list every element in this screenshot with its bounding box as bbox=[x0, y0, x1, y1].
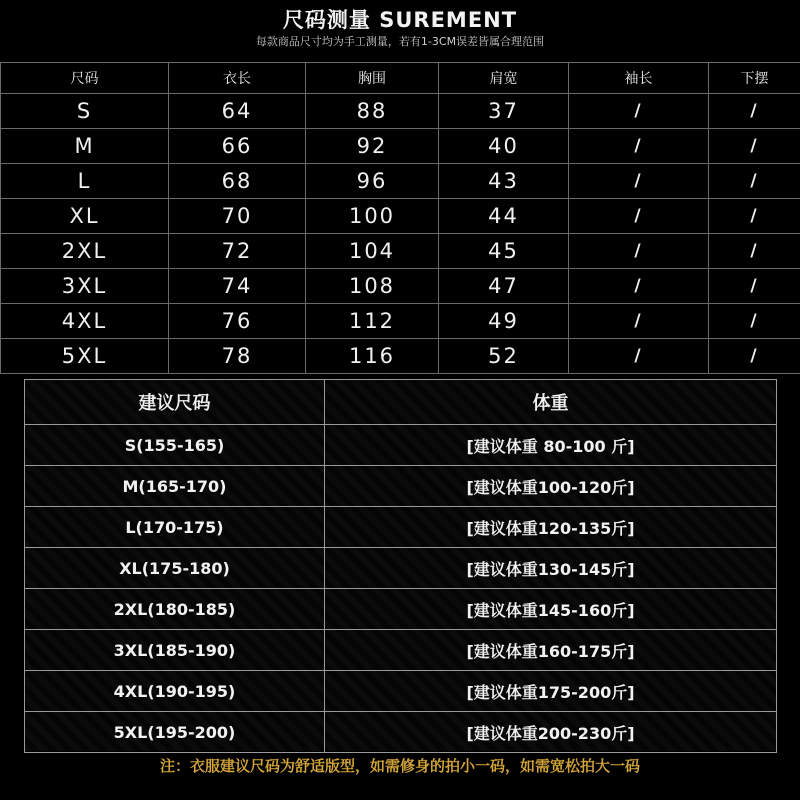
size-cell: 3XL bbox=[1, 269, 169, 304]
table-row bbox=[1, 94, 800, 129]
recommended-size-cell: 3XL(185-190) bbox=[25, 630, 325, 671]
shoulder-cell: 37 bbox=[439, 94, 569, 129]
length-cell: 70 bbox=[169, 199, 306, 234]
table-row bbox=[25, 507, 777, 548]
table-row bbox=[1, 199, 800, 234]
shoulder-cell: 44 bbox=[439, 199, 569, 234]
table-row bbox=[1, 269, 800, 304]
page-header bbox=[0, 0, 800, 62]
sleeve-cell: / bbox=[569, 304, 709, 339]
size-cell: L bbox=[1, 164, 169, 199]
size-cell: 5XL bbox=[1, 339, 169, 374]
length-cell: 78 bbox=[169, 339, 306, 374]
table-row bbox=[25, 589, 777, 630]
table-row bbox=[25, 630, 777, 671]
recommended-size-cell: 2XL(180-185) bbox=[25, 589, 325, 630]
chest-cell: 88 bbox=[306, 94, 439, 129]
size-cell: 4XL bbox=[1, 304, 169, 339]
length-cell: 72 bbox=[169, 234, 306, 269]
hem-cell: / bbox=[709, 129, 800, 164]
table-row bbox=[1, 164, 800, 199]
table-row bbox=[25, 425, 777, 466]
size-cell: 2XL bbox=[1, 234, 169, 269]
sleeve-cell: / bbox=[569, 199, 709, 234]
size-recommendation-table bbox=[24, 379, 777, 753]
column-header-chest: 胸围 bbox=[306, 63, 439, 94]
sleeve-cell: / bbox=[569, 339, 709, 374]
chest-cell: 92 bbox=[306, 129, 439, 164]
weight-cell: [建议体重145-160斤] bbox=[325, 589, 777, 630]
column-header-recommended-size: 建议尺码 bbox=[25, 380, 325, 425]
size-measurement-table bbox=[0, 62, 800, 374]
recommended-size-cell: M(165-170) bbox=[25, 466, 325, 507]
sleeve-cell: / bbox=[569, 164, 709, 199]
sleeve-cell: / bbox=[569, 94, 709, 129]
column-header-length: 衣长 bbox=[169, 63, 306, 94]
size-cell: M bbox=[1, 129, 169, 164]
hem-cell: / bbox=[709, 269, 800, 304]
sleeve-cell: / bbox=[569, 129, 709, 164]
length-cell: 64 bbox=[169, 94, 306, 129]
table-row bbox=[25, 712, 777, 753]
chest-cell: 108 bbox=[306, 269, 439, 304]
table-row bbox=[1, 304, 800, 339]
chest-cell: 104 bbox=[306, 234, 439, 269]
recommendation-panel bbox=[24, 379, 776, 751]
length-cell: 68 bbox=[169, 164, 306, 199]
table-row bbox=[1, 129, 800, 164]
hem-cell: / bbox=[709, 339, 800, 374]
shoulder-cell: 47 bbox=[439, 269, 569, 304]
table-row bbox=[25, 671, 777, 712]
length-cell: 74 bbox=[169, 269, 306, 304]
sleeve-cell: / bbox=[569, 234, 709, 269]
column-header-hem: 下摆 bbox=[709, 63, 800, 94]
table-header-row bbox=[25, 380, 777, 425]
weight-cell: [建议体重100-120斤] bbox=[325, 466, 777, 507]
shoulder-cell: 45 bbox=[439, 234, 569, 269]
weight-cell: [建议体重120-135斤] bbox=[325, 507, 777, 548]
recommended-size-cell: L(170-175) bbox=[25, 507, 325, 548]
weight-cell: [建议体重130-145斤] bbox=[325, 548, 777, 589]
chest-cell: 96 bbox=[306, 164, 439, 199]
length-cell: 76 bbox=[169, 304, 306, 339]
fit-note: 注：衣服建议尺码为舒适版型，如需修身的拍小一码，如需宽松拍大一码 bbox=[159, 757, 640, 775]
weight-cell: [建议体重200-230斤] bbox=[325, 712, 777, 753]
chest-cell: 116 bbox=[306, 339, 439, 374]
recommended-size-cell: 4XL(190-195) bbox=[25, 671, 325, 712]
table-row bbox=[25, 548, 777, 589]
shoulder-cell: 52 bbox=[439, 339, 569, 374]
recommended-size-cell: XL(175-180) bbox=[25, 548, 325, 589]
size-cell: XL bbox=[1, 199, 169, 234]
weight-cell: [建议体重160-175斤] bbox=[325, 630, 777, 671]
table-row bbox=[25, 466, 777, 507]
column-header-weight: 体重 bbox=[325, 380, 777, 425]
hem-cell: / bbox=[709, 94, 800, 129]
page-title: 尺码测量 SUREMENT bbox=[282, 8, 518, 32]
weight-cell: [建议体重175-200斤] bbox=[325, 671, 777, 712]
sleeve-cell: / bbox=[569, 269, 709, 304]
column-header-shoulder: 肩宽 bbox=[439, 63, 569, 94]
column-header-size: 尺码 bbox=[1, 63, 169, 94]
hem-cell: / bbox=[709, 199, 800, 234]
table-row bbox=[1, 234, 800, 269]
shoulder-cell: 40 bbox=[439, 129, 569, 164]
recommended-size-cell: S(155-165) bbox=[25, 425, 325, 466]
length-cell: 66 bbox=[169, 129, 306, 164]
table-header-row bbox=[1, 63, 800, 94]
weight-cell: [建议体重 80-100 斤] bbox=[325, 425, 777, 466]
shoulder-cell: 43 bbox=[439, 164, 569, 199]
recommended-size-cell: 5XL(195-200) bbox=[25, 712, 325, 753]
page-subtitle: 每款商品尺寸均为手工测量，若有1-3CM误差皆属合理范围 bbox=[255, 35, 545, 48]
size-cell: S bbox=[1, 94, 169, 129]
hem-cell: / bbox=[709, 234, 800, 269]
hem-cell: / bbox=[709, 304, 800, 339]
hem-cell: / bbox=[709, 164, 800, 199]
shoulder-cell: 49 bbox=[439, 304, 569, 339]
chest-cell: 100 bbox=[306, 199, 439, 234]
table-row bbox=[1, 339, 800, 374]
column-header-sleeve: 袖长 bbox=[569, 63, 709, 94]
chest-cell: 112 bbox=[306, 304, 439, 339]
